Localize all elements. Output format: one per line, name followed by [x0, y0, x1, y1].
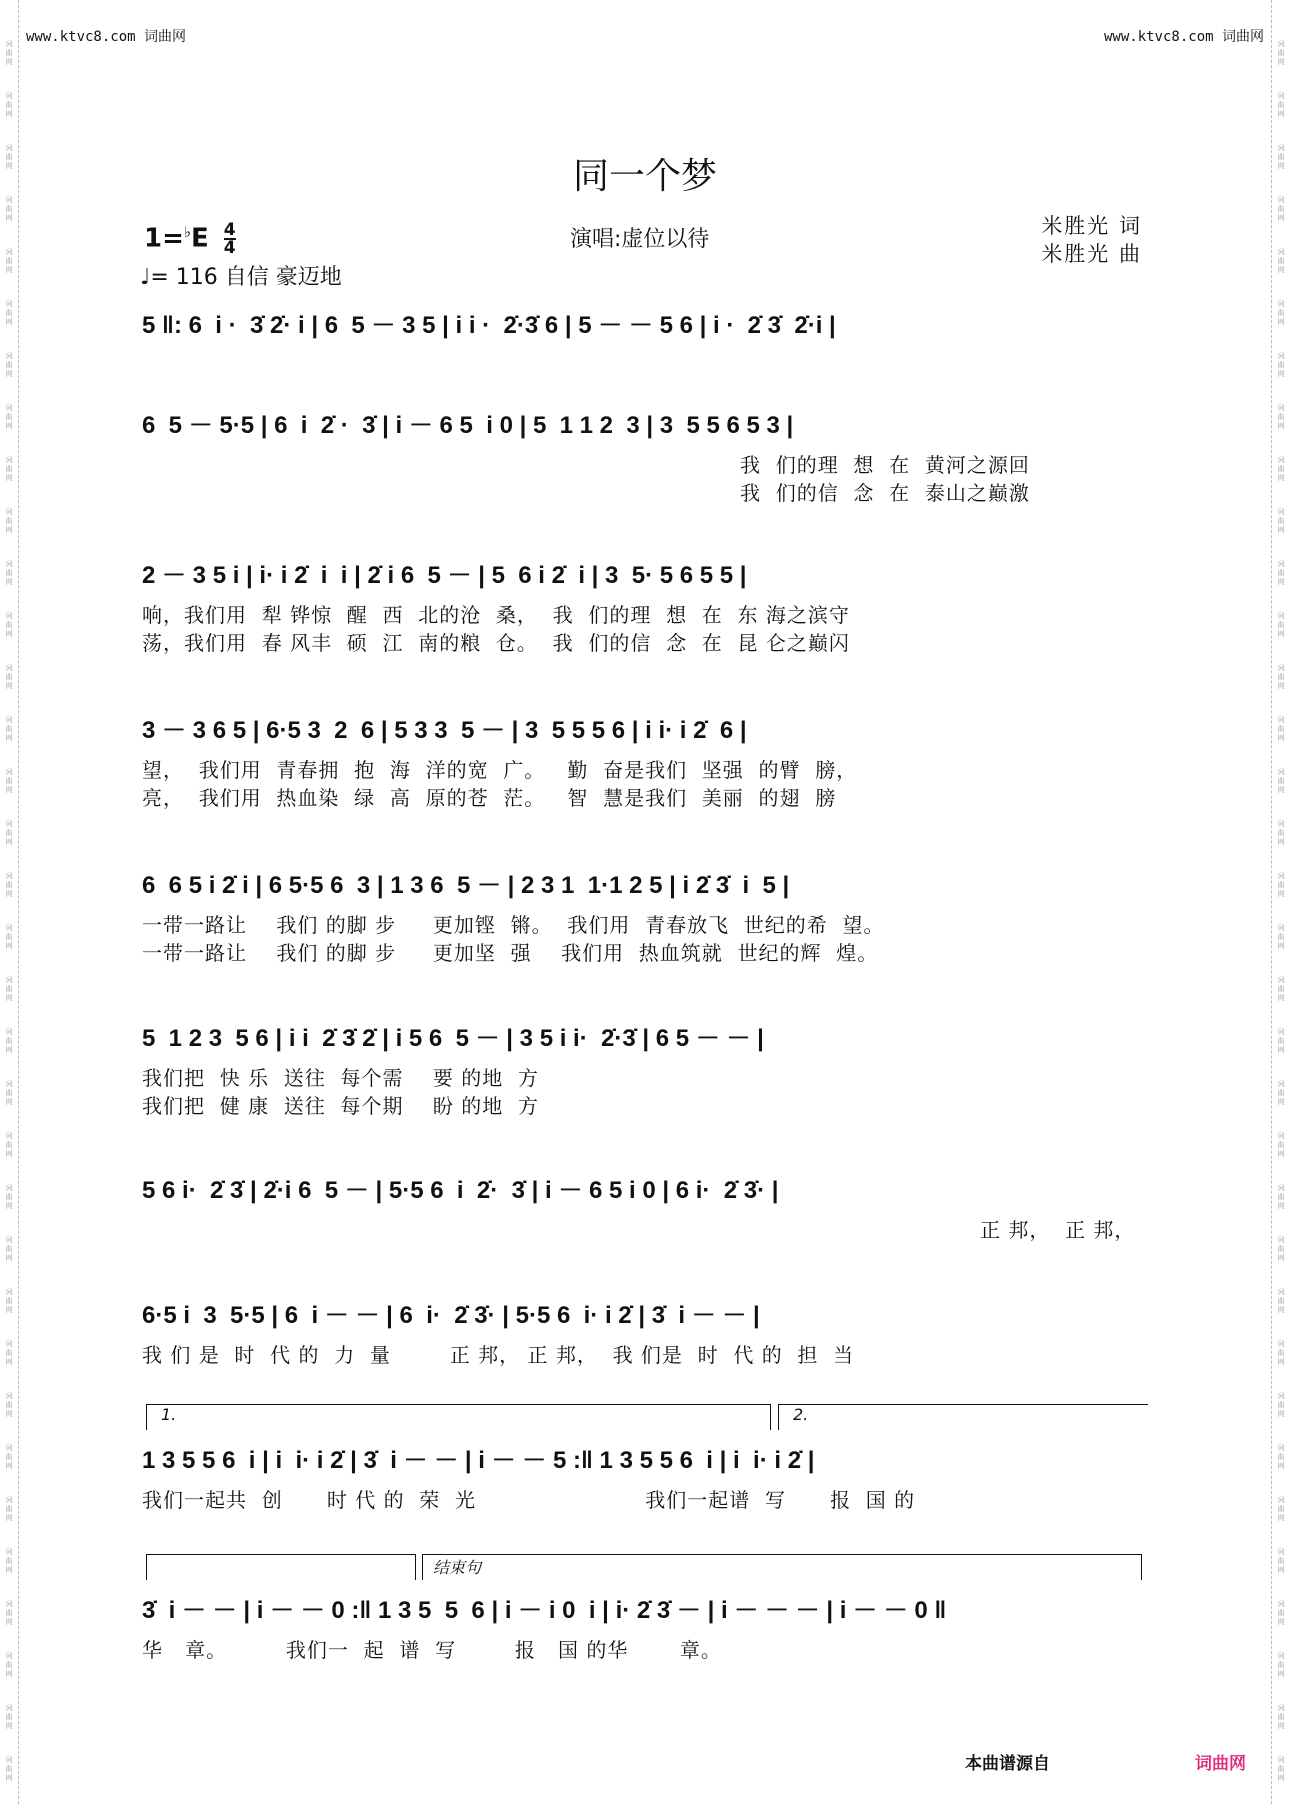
side-watermark: 词 曲 网 [1277, 924, 1285, 950]
ending-phrase-label: 结束句 [422, 1554, 1142, 1580]
repeat-bracket [146, 1554, 416, 1580]
side-watermark: 词 曲 网 [5, 1184, 13, 1210]
side-watermark: 词 曲 网 [1277, 1236, 1285, 1262]
side-watermark: 词 曲 网 [5, 664, 13, 690]
lyric-line: 正 邦， 正 邦， [980, 1218, 1136, 1242]
time-top: 4 [223, 220, 236, 240]
side-watermark: 词 曲 网 [5, 248, 13, 274]
lyric-line: 一带一路让 我们 的脚 步 更加坚 强 我们用 热血筑就 世纪的辉 煌。 [142, 941, 879, 965]
side-watermark: 词 曲 网 [1277, 612, 1285, 638]
side-watermark: 词 曲 网 [1277, 508, 1285, 534]
side-watermark: 词 曲 网 [1277, 976, 1285, 1002]
notation-line: 1 3 5 5 6 i | i i· i 2̇ | 3̇ i － － | i － － 5 :‖ 1 3 5 5 6 i | i i· i 2̇ | [142, 1447, 815, 1474]
side-watermark: 词 曲 网 [5, 872, 13, 898]
side-watermark: 词 曲 网 [1277, 300, 1285, 326]
lyric-line: 望， 我们用 青春拥 抱 海 洋的宽 广。 勤 奋是我们 坚强 的臂 膀， [142, 758, 858, 782]
side-watermark: 词 曲 网 [1277, 1080, 1285, 1106]
side-watermark: 词 曲 网 [1277, 1028, 1285, 1054]
side-watermark: 词 曲 网 [5, 404, 13, 430]
side-watermark: 词 曲 网 [1277, 1184, 1285, 1210]
notation-line: 2 － 3 5 i | i· i 2̇ i i | 2̇ i 6 5 － | 5 6 i 2̇ i | 3 5· 5 6 5 5 | [142, 562, 747, 589]
lyric-line: 一带一路让 我们 的脚 步 更加铿 锵。 我们用 青春放飞 世纪的希 望。 [142, 913, 885, 937]
lyricist-credit: 米胜光 词 [1041, 214, 1142, 238]
side-watermark: 词 曲 网 [1277, 196, 1285, 222]
side-watermark: 词 曲 网 [1277, 1132, 1285, 1158]
time-bottom: 4 [223, 238, 236, 258]
lyric-line: 我们把 健 康 送往 每个期 盼 的地 方 [142, 1094, 540, 1118]
lyric-line: 亮， 我们用 热血染 绿 高 原的苍 茫。 智 慧是我们 美丽 的翅 膀 [142, 786, 837, 810]
lyric-line: 我 们的信 念 在 泰山之巅激 [740, 481, 1030, 505]
side-watermark: 词 曲 网 [5, 1392, 13, 1418]
footer-source-label: 本曲谱源自 [965, 1754, 1050, 1774]
side-watermark: 词 曲 网 [1277, 1600, 1285, 1626]
time-signature [224, 222, 236, 256]
notation-line: 3̇ i － － | i － － 0 :‖ 1 3 5 5 6 | i － i 0 i | i· 2̇ 3̇ － | i － － － | i － － 0 ‖ [142, 1597, 947, 1624]
side-watermark: 词 曲 网 [5, 40, 13, 66]
side-watermark: 词 曲 网 [1277, 352, 1285, 378]
side-watermark: 词 曲 网 [5, 1756, 13, 1782]
side-watermark: 词 曲 网 [5, 1600, 13, 1626]
side-watermark: 词 曲 网 [5, 352, 13, 378]
side-watermark: 词 曲 网 [5, 1236, 13, 1262]
side-watermark: 词 曲 网 [1277, 872, 1285, 898]
side-watermark: 词 曲 网 [5, 612, 13, 638]
lyric-line: 华 章。 我们一 起 谱 写 报 国 的华 章。 [142, 1638, 722, 1662]
composer-credit: 米胜光 曲 [1041, 242, 1142, 266]
lyric-line: 我们把 快 乐 送往 每个需 要 的地 方 [142, 1066, 540, 1090]
side-watermark: 词 曲 网 [1277, 1548, 1285, 1574]
side-watermark: 词 曲 网 [5, 1028, 13, 1054]
lyric-line: 我 们的理 想 在 黄河之源回 [740, 453, 1030, 477]
song-title: 同一个梦 [572, 156, 717, 197]
side-watermark: 词 曲 网 [1277, 456, 1285, 482]
side-watermark: 词 曲 网 [5, 1288, 13, 1314]
side-watermark: 词 曲 网 [5, 196, 13, 222]
side-watermark: 词 曲 网 [5, 92, 13, 118]
notation-line: 3 － 3 6 5 | 6·5 3 2 6 | 5 3 3 5 － | 3 5 5 5 6 | i i· i 2̇ 6 | [142, 717, 747, 744]
side-watermark: 词 曲 网 [1277, 92, 1285, 118]
side-watermark: 词 曲 网 [5, 1080, 13, 1106]
side-watermark: 词 曲 网 [5, 924, 13, 950]
singer-credit: 演唱:虚位以待 [570, 227, 710, 252]
side-watermark: 词 曲 网 [1277, 1496, 1285, 1522]
side-watermark: 词 曲 网 [5, 1496, 13, 1522]
flat-sign: ♭ [183, 222, 191, 241]
side-watermark: 词 曲 网 [1277, 1756, 1285, 1782]
volta-second-ending: 2. [778, 1404, 1148, 1430]
side-watermark: 词 曲 网 [1277, 1340, 1285, 1366]
side-watermark: 词 曲 网 [1277, 664, 1285, 690]
side-watermark: 词 曲 网 [5, 508, 13, 534]
side-watermark: 词 曲 网 [5, 144, 13, 170]
lyric-line: 我们一起共 创 时 代 的 荣 光 我们一起谱 写 报 国 的 [142, 1488, 916, 1512]
notation-line: 6·5 i 3 5·5 | 6 i － － | 6 i· 2̇ 3̇· | 5·5 6 i· i 2̇ | 3̇ i － － | [142, 1302, 760, 1329]
key-signature [144, 222, 236, 256]
tempo-marking: ♩= 116 自信 豪迈地 [140, 265, 342, 290]
header-site-left: www.ktvc8.com 词曲网 [26, 29, 187, 45]
side-watermark: 词 曲 网 [1277, 716, 1285, 742]
side-watermark: 词 曲 网 [1277, 560, 1285, 586]
side-watermark: 词 曲 网 [1277, 768, 1285, 794]
side-watermark: 词 曲 网 [1277, 820, 1285, 846]
side-watermark: 词 曲 网 [5, 976, 13, 1002]
notation-line: 6 6 5 i 2̇ i | 6 5·5 6 3 | 1 3 6 5 － | 2 3 1 1·1 2 5 | i 2̇ 3̇ i 5 | [142, 872, 790, 899]
side-watermark: 词 曲 网 [5, 300, 13, 326]
side-watermark: 词 曲 网 [5, 820, 13, 846]
side-watermark: 词 曲 网 [5, 1548, 13, 1574]
side-watermark: 词 曲 网 [1277, 1704, 1285, 1730]
side-watermark: 词 曲 网 [1277, 144, 1285, 170]
notation-line: 6 5 － 5·5 | 6 i 2̇ · 3̇ | i － 6 5 i 0 | 5 1 1 2 3 | 3 5 5 6 5 3 | [142, 412, 794, 439]
side-watermark: 词 曲 网 [5, 1704, 13, 1730]
side-watermark: 词 曲 网 [1277, 1288, 1285, 1314]
side-watermark: 词 曲 网 [5, 1444, 13, 1470]
side-watermark: 词 曲 网 [5, 1652, 13, 1678]
side-watermark: 词 曲 网 [5, 716, 13, 742]
notation-line: 5 6 i· 2̇ 3̇ | 2̇·i 6 5 － | 5·5 6 i 2̇· 3̇ | i － 6 5 i 0 | 6 i· 2̇ 3̇· | [142, 1177, 779, 1204]
side-watermark: 词 曲 网 [5, 1340, 13, 1366]
side-watermark: 词 曲 网 [1277, 1652, 1285, 1678]
footer-source-site: 词曲网 [1195, 1754, 1246, 1774]
side-watermark: 词 曲 网 [5, 768, 13, 794]
side-watermark: 词 曲 网 [1277, 404, 1285, 430]
key-prefix: 1= [144, 223, 184, 254]
lyric-line: 荡，我们用 春 风丰 硕 江 南的粮 仓。 我 们的信 念 在 昆 仑之巅闪 [142, 631, 850, 655]
notation-line: 5 1 2 3 5 6 | i i 2̇ 3̇ 2̇ | i 5 6 5 － | 3 5 i i· 2̇·3̇ | 6 5 － － | [142, 1025, 764, 1052]
volta-first-ending: 1. [146, 1404, 771, 1430]
side-watermark: 词 曲 网 [5, 456, 13, 482]
side-watermark: 词 曲 网 [1277, 1444, 1285, 1470]
lyric-line: 响，我们用 犁 铧惊 醒 西 北的沧 桑， 我 们的理 想 在 东 海之滨守 [142, 603, 850, 627]
notation-line: 5 ‖: 6 i · 3̇ 2̇· i | 6 5 － 3 5 | i i · 2̇·3̇ 6 | 5 － － 5 6 | i · 2̇ 3̇ 2̇·i | [142, 312, 836, 339]
side-watermark: 词 曲 网 [1277, 1392, 1285, 1418]
side-watermark: 词 曲 网 [5, 1132, 13, 1158]
header-site-right: www.ktvc8.com 词曲网 [1103, 29, 1264, 45]
side-watermark: 词 曲 网 [1277, 248, 1285, 274]
side-watermark: 词 曲 网 [1277, 40, 1285, 66]
side-watermark: 词 曲 网 [5, 560, 13, 586]
key-letter: E [190, 223, 209, 254]
lyric-line: 我 们 是 时 代 的 力 量 正 邦， 正 邦， 我 们是 时 代 的 担 当 [142, 1343, 855, 1367]
